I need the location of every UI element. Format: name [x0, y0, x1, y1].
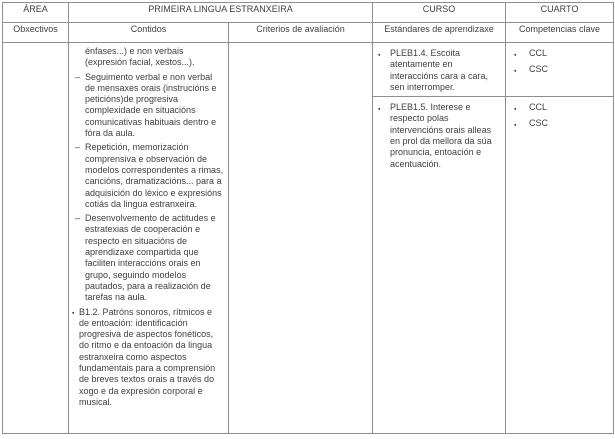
contidos-item-text: Desenvolvemento de actitudes e estratexias de cooperación e respecto en situacións de aprendizaxe compartida que faciliten interaccións orais en grupo, seguindo modelos pautados, para a realización de tarefas na aula. [85, 213, 216, 303]
contidos-item [72, 72, 224, 140]
colhead-contidos: Contidos [69, 23, 229, 43]
contidos-item [72, 213, 224, 303]
square-bullet-icon: ▪ [514, 121, 517, 129]
competencia-text: CSC [529, 118, 549, 129]
colhead-criterios: Criterios de avaliación [229, 23, 373, 43]
contidos-item-text: Seguimento verbal e non verbal de mensaxes orais (instrucións e peticións)de progresiva complexidade en situacións comunicativas habituais dentro e fóra da aula. [85, 71, 217, 139]
square-bullet-icon: ▪ [514, 105, 517, 113]
square-bullet-icon: ▪ [514, 67, 517, 75]
competencia-text: CSC [529, 64, 549, 75]
square-bullet-icon: ▪ [72, 310, 75, 318]
contidos-item [72, 142, 224, 210]
contidos-cell [69, 43, 229, 434]
standard-item [378, 102, 502, 170]
contidos-item [72, 307, 224, 409]
standard-cell-pleb1-4 [373, 43, 506, 97]
colhead-competencias: Competencias clave [506, 23, 614, 43]
contidos-item-text: B1.2. Patróns sonoros, rítmicos e de entoación: identificación progresiva de aspectos fonéticos, do ritmo e da entoación da lingua estranxeira como aspectos fundamentais para a comprensión de breves textos orais a través do xogo e da expresión corporal e musical. [79, 306, 216, 407]
colhead-obxectivos: Obxectivos [3, 23, 69, 43]
header-curso-label: CURSO [373, 3, 506, 23]
square-bullet-icon: ▪ [378, 51, 381, 59]
header-curso-value: CUARTO [506, 3, 614, 23]
dash-bullet-icon: – [75, 71, 81, 82]
competencia-item [514, 118, 611, 129]
competencia-item [514, 48, 611, 59]
competencia-item [514, 102, 611, 113]
dash-bullet-icon: – [75, 142, 81, 153]
competencias-cell-1 [506, 43, 614, 97]
dash-bullet-icon: – [75, 213, 81, 224]
curriculum-table [2, 2, 614, 434]
colhead-estandares: Estándares de aprendizaxe [373, 23, 506, 43]
header-area: ÁREA [3, 3, 69, 23]
standard-item [378, 48, 502, 93]
body-row-1 [3, 43, 614, 97]
header-row-2 [3, 23, 614, 43]
standard-text: PLEB1.4. Escoita atentamente en interaccións cara a cara, sen interromper. [390, 48, 489, 92]
header-row-1 [3, 3, 614, 23]
contidos-continuation-text: énfases...) e non verbais (expresión facial, xestos...). [85, 46, 195, 68]
competencia-item [514, 64, 611, 75]
standard-text: PLEB1.5. Interese e respecto polas intervencións orais alleas en prol da mellora da súa pronuncia, entoación e acentuación. [390, 102, 492, 169]
header-subject: PRIMEIRA LINGUA ESTRANXEIRA [69, 3, 373, 23]
square-bullet-icon: ▪ [378, 105, 381, 113]
obxectivos-cell [3, 43, 69, 434]
square-bullet-icon: ▪ [514, 51, 517, 59]
competencia-text: CCL [529, 102, 548, 113]
competencias-cell-2 [506, 97, 614, 434]
contidos-item-text: Repetición, memorización comprensiva e observación de modelos correspondentes a rimas, cancións, dramatizacións... para a adquisición do léxico e expresións cotiás da lingua estranxeira. [85, 142, 224, 209]
competencia-text: CCL [529, 48, 548, 58]
criterios-cell [229, 43, 373, 434]
standard-cell-pleb1-5 [373, 97, 506, 434]
